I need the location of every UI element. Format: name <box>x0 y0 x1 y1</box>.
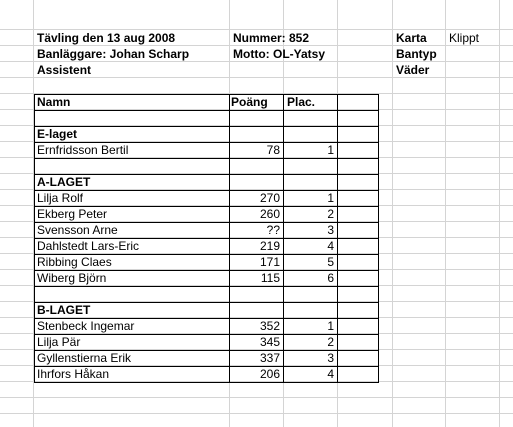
table-row-divider <box>34 382 379 383</box>
participant-name[interactable]: Lilja Pär <box>37 335 81 349</box>
participant-name[interactable]: Gyllenstierna Erik <box>37 351 132 365</box>
grid-row-line <box>0 397 513 398</box>
participant-name[interactable]: Ekberg Peter <box>37 207 108 221</box>
participant-points[interactable]: 270 <box>259 191 280 205</box>
participant-place[interactable]: 3 <box>327 223 334 237</box>
map-label[interactable]: Karta <box>396 31 427 45</box>
column-header-name[interactable]: Namn <box>37 95 71 109</box>
participant-points[interactable]: ?? <box>266 223 280 237</box>
participant-place[interactable]: 6 <box>327 271 334 285</box>
grid-row-line <box>0 413 513 414</box>
participant-points[interactable]: 352 <box>259 319 280 333</box>
participant-place[interactable]: 2 <box>327 207 334 221</box>
table-row-divider <box>34 110 379 111</box>
participant-points[interactable]: 171 <box>259 255 280 269</box>
participant-place[interactable]: 1 <box>327 191 334 205</box>
grid-column-line <box>499 0 500 427</box>
group-title[interactable]: E-laget <box>37 127 78 141</box>
table-row-divider <box>34 158 379 159</box>
participant-name[interactable]: Wiberg Björn <box>37 271 107 285</box>
event-number[interactable]: Nummer: 852 <box>233 31 310 45</box>
participant-name[interactable]: Dahlstedt Lars-Eric <box>37 239 140 253</box>
participant-name[interactable]: Ernfridsson Bertil <box>37 143 129 157</box>
participant-points[interactable]: 337 <box>259 351 280 365</box>
participant-place[interactable]: 1 <box>327 143 334 157</box>
participant-points[interactable]: 345 <box>259 335 280 349</box>
assistant-label[interactable]: Assistent <box>37 63 92 77</box>
event-title[interactable]: Tävling den 13 aug 2008 <box>37 31 176 45</box>
participant-points[interactable]: 219 <box>259 239 280 253</box>
participant-points[interactable]: 260 <box>259 207 280 221</box>
participant-place[interactable]: 1 <box>327 319 334 333</box>
participant-points[interactable]: 115 <box>260 271 280 285</box>
participant-points[interactable]: 78 <box>266 143 280 157</box>
participant-place[interactable]: 4 <box>327 367 334 381</box>
event-motto[interactable]: Motto: OL-Yatsy <box>233 47 325 61</box>
participant-points[interactable]: 206 <box>259 367 280 381</box>
table-row-divider <box>34 286 379 287</box>
table-row-divider <box>34 126 379 127</box>
group-title[interactable]: A-LAGET <box>37 175 91 189</box>
grid-column-line <box>392 0 393 427</box>
course-setter[interactable]: Banläggare: Johan Scharp <box>37 47 190 61</box>
participant-name[interactable]: Svensson Arne <box>37 223 118 237</box>
course-type-label[interactable]: Bantyp <box>396 47 437 61</box>
grid-column-line <box>445 0 446 427</box>
participant-place[interactable]: 3 <box>327 351 334 365</box>
participant-name[interactable]: Stenbeck Ingemar <box>37 319 135 333</box>
participant-place[interactable]: 2 <box>327 335 334 349</box>
column-header-place[interactable]: Plac. <box>287 95 316 109</box>
participant-place[interactable]: 5 <box>327 255 334 269</box>
participant-name[interactable]: Ribbing Claes <box>37 255 112 269</box>
participant-name[interactable]: Lilja Rolf <box>37 191 84 205</box>
map-value[interactable]: Klippt <box>449 31 480 45</box>
participant-place[interactable]: 4 <box>327 239 334 253</box>
weather-label[interactable]: Väder <box>396 63 430 77</box>
participant-name[interactable]: Ihrfors Håkan <box>37 367 110 381</box>
group-title[interactable]: B-LAGET <box>37 303 91 317</box>
column-header-points[interactable]: Poäng <box>231 95 268 109</box>
